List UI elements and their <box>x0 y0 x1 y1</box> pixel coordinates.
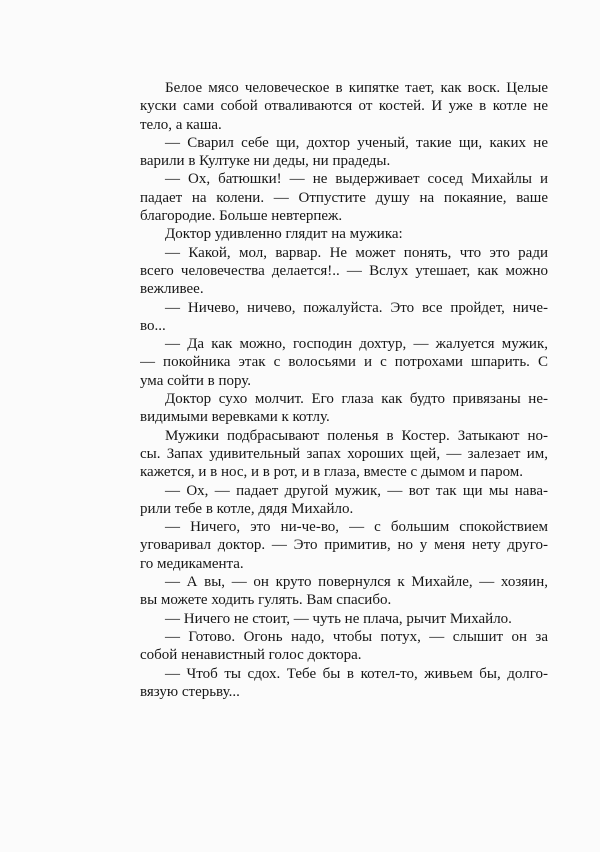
text-line: падает на колени. — Отпустите душу на покаяние, ваше <box>140 189 548 206</box>
paragraph <box>140 665 548 702</box>
text-line: варили в Култуке ни деды, ни прадеды. <box>140 153 391 170</box>
text-line: тело, а каша. <box>140 116 222 133</box>
text-line: вязую стерьву... <box>140 683 240 700</box>
text-line: сы. Запах удивительный запах хороших щей, — залезает им, <box>140 445 548 462</box>
text-line: Мужики подбрасывают поленья в Костер. Затыкают но- <box>165 427 548 444</box>
text-line: Белое мясо человеческое в кипятке тает, как воск. Целые <box>165 80 548 96</box>
paragraph <box>140 244 548 299</box>
text-line: — Готово. Огонь надо, чтобы потух, — слышит он за <box>165 628 548 645</box>
text-line: — Какой, мол, варвар. Не может понять, что это ради <box>165 244 548 261</box>
text-line: во... <box>140 317 166 334</box>
paragraph <box>140 427 548 482</box>
paragraph <box>140 610 548 628</box>
text-line: кажется, и в нос, и в рот, и в глаза, вместе с дымом и паром. <box>140 464 524 481</box>
text-block <box>140 79 548 701</box>
text-line: го медикамента. <box>140 555 244 572</box>
text-line: — Ничего, это ни-че-во, — с большим спокойствием <box>165 519 548 536</box>
text-line: Доктор удивленно глядит на мужика: <box>165 226 403 243</box>
text-line: — А вы, — он круто повернулся к Михайле, — хозяин, <box>165 574 548 591</box>
text-line: — Ох, — падает другой мужик, — вот так щи мы нава- <box>165 482 548 499</box>
text-line: всего человечества делается!.. — Вслух утешает, как можно <box>140 262 548 279</box>
text-line: собой ненавистный голос доктора. <box>140 647 362 664</box>
paragraph <box>140 628 548 665</box>
paragraph <box>140 573 548 610</box>
text-line: куски сами собой отваливаются от костей. И уже в котле не <box>140 98 548 115</box>
text-line: ума сойти в пору. <box>140 372 252 389</box>
text-line: — Ничего не стоит, — чуть не плача, рычит Михайло. <box>165 610 512 627</box>
paragraph <box>140 335 548 390</box>
text-line: уговаривал доктор. — Это примитив, но у меня нету друго- <box>140 537 548 554</box>
text-line: Доктор сухо молчит. Его глаза как будто привязаны не- <box>165 391 548 408</box>
text-line: вежливее. <box>140 281 204 298</box>
text-line: — Да как можно, господин дохтур, — жалуется мужик, <box>165 336 548 353</box>
paragraph <box>140 390 548 427</box>
text-line: вы можете ходить гулять. Вам спасибо. <box>140 592 392 609</box>
text-line: — Ох, батюшки! — не выдерживает сосед Михайлы и <box>165 171 548 188</box>
text-line: — Ничево, ничево, пожалуйста. Это все пройдет, ниче- <box>165 299 548 316</box>
paragraph <box>140 225 548 243</box>
text-line: рили тебе в котле, дядя Михайло. <box>140 500 354 517</box>
paragraph <box>140 482 548 519</box>
text-line: видимыми веревками к котлу. <box>140 409 330 426</box>
paragraph <box>140 299 548 336</box>
paragraph <box>140 518 548 573</box>
paragraph <box>140 79 548 134</box>
paragraph <box>140 134 548 171</box>
text-line: — Чтоб ты сдох. Тебе бы в котел-то, живьем бы, долго- <box>165 665 548 682</box>
text-line: — Сварил себе щи, дохтор ученый, такие щи, каких не <box>165 134 548 151</box>
paragraph <box>140 170 548 225</box>
text-line: благородие. Больше невтерпеж. <box>140 208 343 225</box>
text-line: — покойника этак с волосьями и с потрохами шпарить. С <box>140 354 548 371</box>
